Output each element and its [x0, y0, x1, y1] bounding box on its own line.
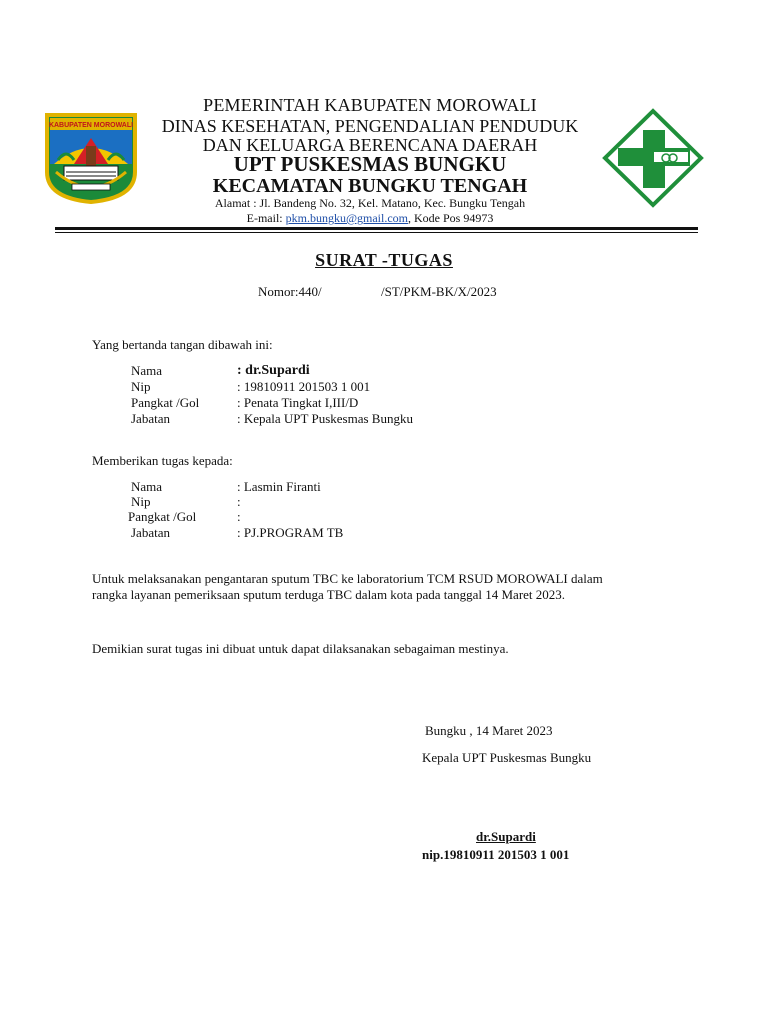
sign-name: dr.Supardi [476, 829, 536, 844]
purpose-line-1: Untuk melaksanakan pengantaran sputum TBC ke laboratorium TCM RSUD MOROWALI dalam [92, 571, 603, 586]
header-kecamatan: KECAMATAN BUNGKU TENGAH [212, 175, 528, 197]
signer-value-rank: : Penata Tingkat I,III/D [237, 395, 359, 410]
assignee-label-nip: Nip [131, 494, 151, 509]
signer-label-nip: Nip [131, 379, 151, 394]
assignee-label-rank: Pangkat /Gol [128, 509, 197, 524]
header-address: Alamat : Jl. Bandeng No. 32, Kel. Matano, Kec. Bungku Tengah [214, 196, 526, 210]
header-department: DINAS KESEHATAN, PENGENDALIAN PENDUDUK [161, 116, 579, 136]
signer-value-name: : dr.Supardi [237, 363, 310, 378]
closing-statement: Demikian surat tugas ini dibuat untuk dapat dilaksanakan sebagaiman mestinya. [92, 641, 509, 656]
signer-value-position: : Kepala UPT Puskesmas Bungku [237, 411, 413, 426]
email-label: E-mail: [246, 211, 286, 225]
header-contact [150, 211, 590, 226]
assignee-label-name: Nama [131, 479, 163, 494]
header-rule-thick [55, 227, 698, 230]
assignee-value-rank: : [237, 509, 241, 524]
logo-caption: KABUPATEN MOROWALI [48, 122, 134, 129]
header-government: PEMERINTAH KABUPATEN MOROWALI [203, 95, 537, 115]
signer-intro: Yang bertanda tangan dibawah ini: [92, 337, 273, 352]
header-rule-thin [55, 232, 698, 233]
letter-number-suffix: /ST/PKM-BK/X/2023 [381, 284, 497, 299]
assignee-value-nip: : [237, 494, 241, 509]
kabupaten-morowali-logo [44, 112, 138, 204]
header-puskesmas: UPT PUSKESMAS BUNGKU [233, 152, 507, 176]
purpose-line-2: rangka layanan pemeriksaan sputum terduga TBC dalam kota pada tanggal 14 Maret 2023. [92, 587, 566, 602]
puskesmas-cross-logo [602, 108, 704, 208]
signer-value-nip: : 19810911 201503 1 001 [237, 379, 371, 394]
signer-label-rank: Pangkat /Gol [131, 395, 200, 410]
assignee-value-name: : Lasmin Firanti [237, 479, 321, 494]
header-department-cont: DAN KELUARGA BERENCANA DAERAH [202, 135, 538, 155]
assign-intro: Memberikan tugas kepada: [92, 453, 233, 468]
place-date: Bungku , 14 Maret 2023 [425, 723, 553, 738]
email-link[interactable]: pkm.bungku@gmail.com [285, 211, 409, 225]
signer-label-name: Nama [131, 363, 163, 378]
letter-number-prefix: Nomor:440/ [258, 284, 322, 299]
signer-label-position: Jabatan [131, 411, 170, 426]
sign-position: Kepala UPT Puskesmas Bungku [422, 750, 592, 765]
postal-code: , Kode Pos 94973 [408, 211, 494, 225]
assignee-label-position: Jabatan [131, 525, 170, 540]
sign-nip: nip.19810911 201503 1 001 [422, 847, 570, 862]
assignee-value-position: : PJ.PROGRAM TB [237, 525, 344, 540]
letter-title: SURAT -TUGAS [315, 250, 453, 270]
